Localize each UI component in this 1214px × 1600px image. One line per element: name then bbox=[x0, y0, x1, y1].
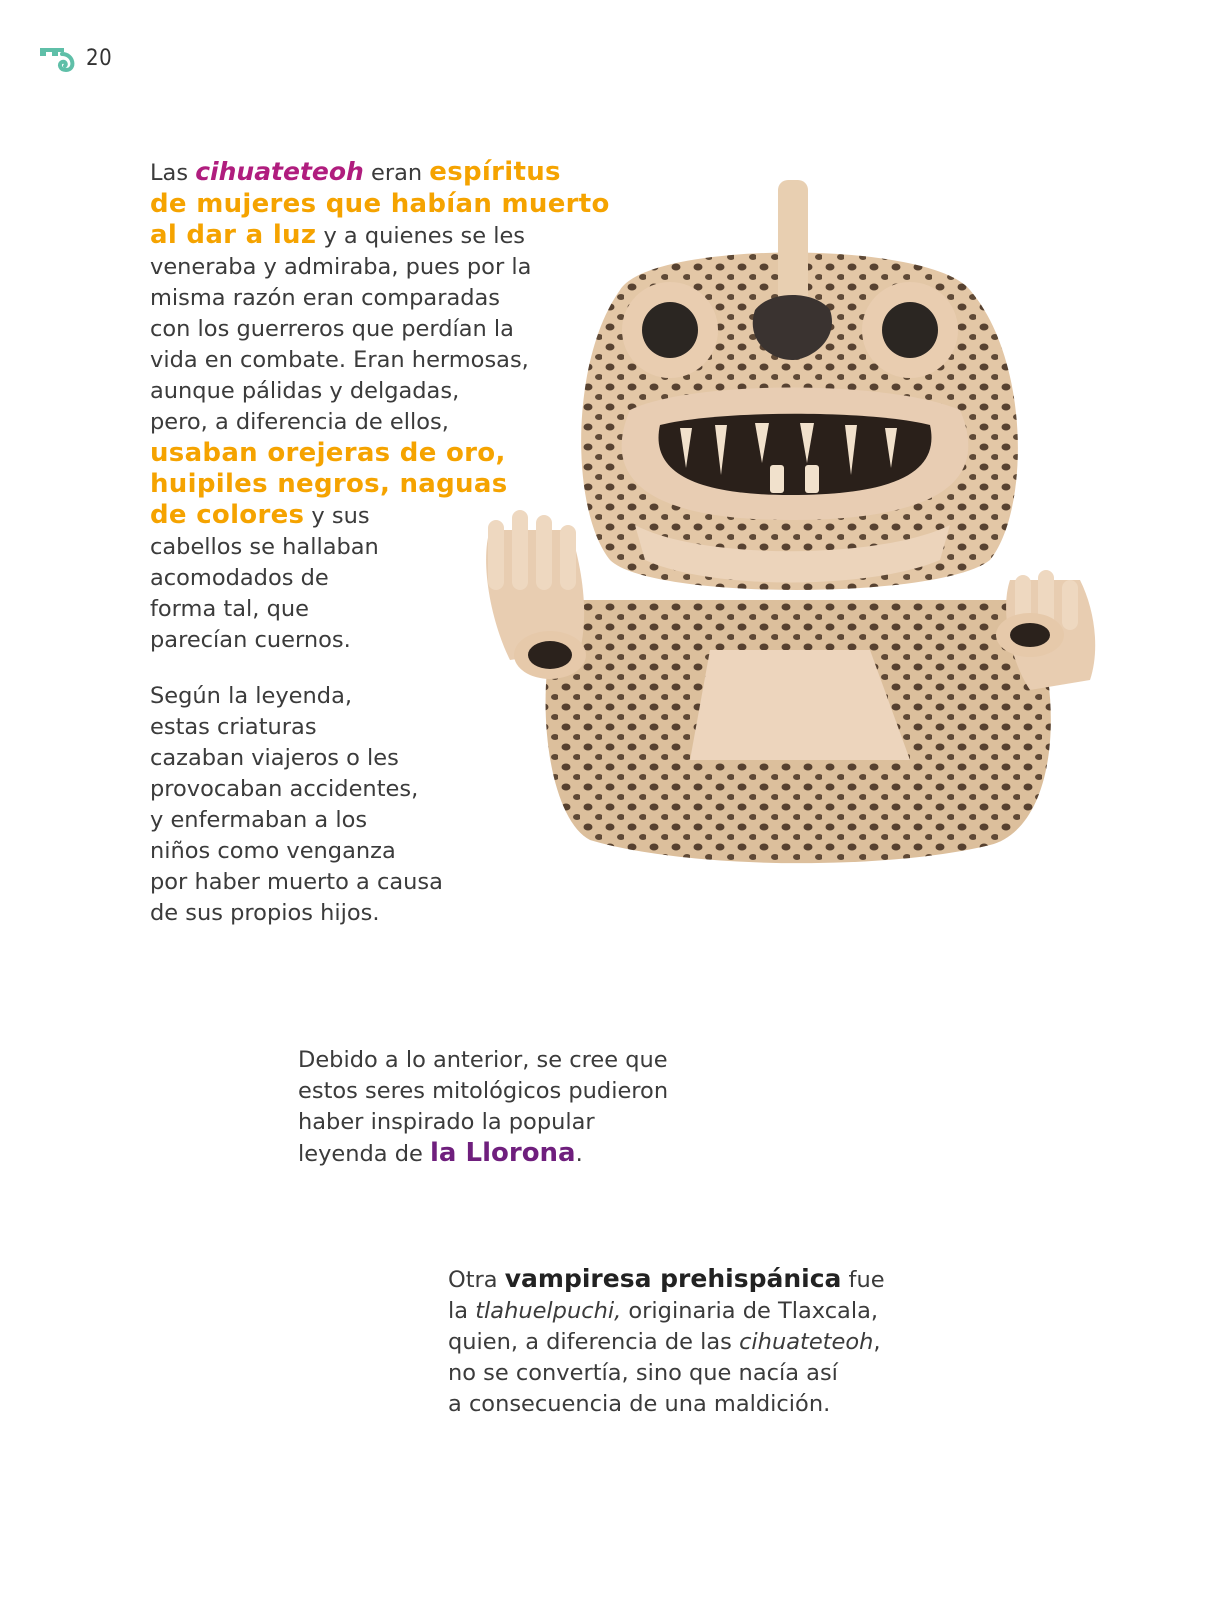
text-line: cabellos se hallaban bbox=[150, 534, 379, 560]
text-line bbox=[298, 1138, 668, 1170]
paragraph-llorona bbox=[298, 1045, 668, 1170]
text-line: vida en combate. Eran hermosas, bbox=[150, 347, 529, 373]
text-line: misma razón eran comparadas bbox=[150, 285, 501, 311]
text-line: acomodados de bbox=[150, 565, 329, 591]
aztec-glyph-icon bbox=[38, 42, 78, 74]
text-run: Las bbox=[150, 160, 196, 186]
text-run: , bbox=[873, 1329, 881, 1355]
text-line: haber inspirado la popular bbox=[298, 1109, 595, 1135]
highlight-phrase: al dar a luz bbox=[150, 220, 317, 250]
page-folio bbox=[38, 42, 112, 74]
text-run: y a quienes se les bbox=[316, 223, 526, 249]
text-line: cazaban viajeros o les bbox=[150, 745, 399, 771]
text-line: niños como venganza bbox=[150, 838, 396, 864]
text-line: veneraba y admiraba, pues por la bbox=[150, 254, 532, 280]
text-run: Otra bbox=[448, 1267, 505, 1293]
text-line: a consecuencia de una maldición. bbox=[448, 1391, 831, 1417]
highlight-phrase: de mujeres que habían muerto bbox=[150, 189, 610, 219]
highlight-phrase: de colores bbox=[150, 500, 305, 530]
text-line: con los guerreros que perdían la bbox=[150, 316, 514, 342]
highlight-term: cihuateteoh bbox=[195, 157, 364, 186]
italic-term: tlahuelpuchi, bbox=[475, 1298, 622, 1324]
text-line: por haber muerto a causa bbox=[150, 869, 443, 895]
text-line: provocaban accidentes, bbox=[150, 776, 419, 802]
text-line: aunque pálidas y delgadas, bbox=[150, 378, 460, 404]
highlight-phrase: usaban orejeras de oro, bbox=[150, 438, 506, 468]
text-line bbox=[448, 1296, 885, 1327]
text-line: parecían cuernos. bbox=[150, 627, 351, 653]
paragraph-tlahuelpuchi bbox=[448, 1263, 885, 1420]
highlight-phrase: huipiles negros, naguas bbox=[150, 469, 508, 499]
text-line: pero, a diferencia de ellos, bbox=[150, 409, 449, 435]
text-line: estas criaturas bbox=[150, 714, 317, 740]
text-run: . bbox=[575, 1141, 583, 1167]
text-line: Según la leyenda, bbox=[150, 683, 353, 709]
text-run: quien, a diferencia de las bbox=[448, 1329, 740, 1355]
paragraph-leyenda bbox=[150, 681, 443, 929]
text-line: de sus propios hijos. bbox=[150, 900, 380, 926]
text-run: la bbox=[448, 1298, 476, 1324]
text-line: y enfermaban a los bbox=[150, 807, 368, 833]
text-line: Debido a lo anterior, se cree que bbox=[298, 1047, 668, 1073]
text-run: leyenda de bbox=[298, 1141, 431, 1167]
highlight-phrase: espíritus bbox=[429, 157, 561, 187]
text-run: fue bbox=[841, 1267, 885, 1293]
text-run: eran bbox=[363, 160, 430, 186]
text-line: no se convertía, sino que nacía así bbox=[448, 1360, 838, 1386]
text-line: estos seres mitológicos pudieron bbox=[298, 1078, 669, 1104]
highlight-term: la Llorona bbox=[430, 1138, 576, 1168]
clay-figure-illustration bbox=[470, 180, 1110, 870]
bold-term: vampiresa prehispánica bbox=[504, 1264, 842, 1293]
page-number: 20 bbox=[86, 45, 113, 71]
text-line: forma tal, que bbox=[150, 596, 309, 622]
text-line bbox=[448, 1327, 885, 1358]
text-run: originaria de Tlaxcala, bbox=[621, 1298, 879, 1324]
italic-term: cihuateteoh bbox=[739, 1329, 874, 1355]
text-run: y sus bbox=[304, 503, 370, 529]
text-line bbox=[448, 1263, 885, 1296]
